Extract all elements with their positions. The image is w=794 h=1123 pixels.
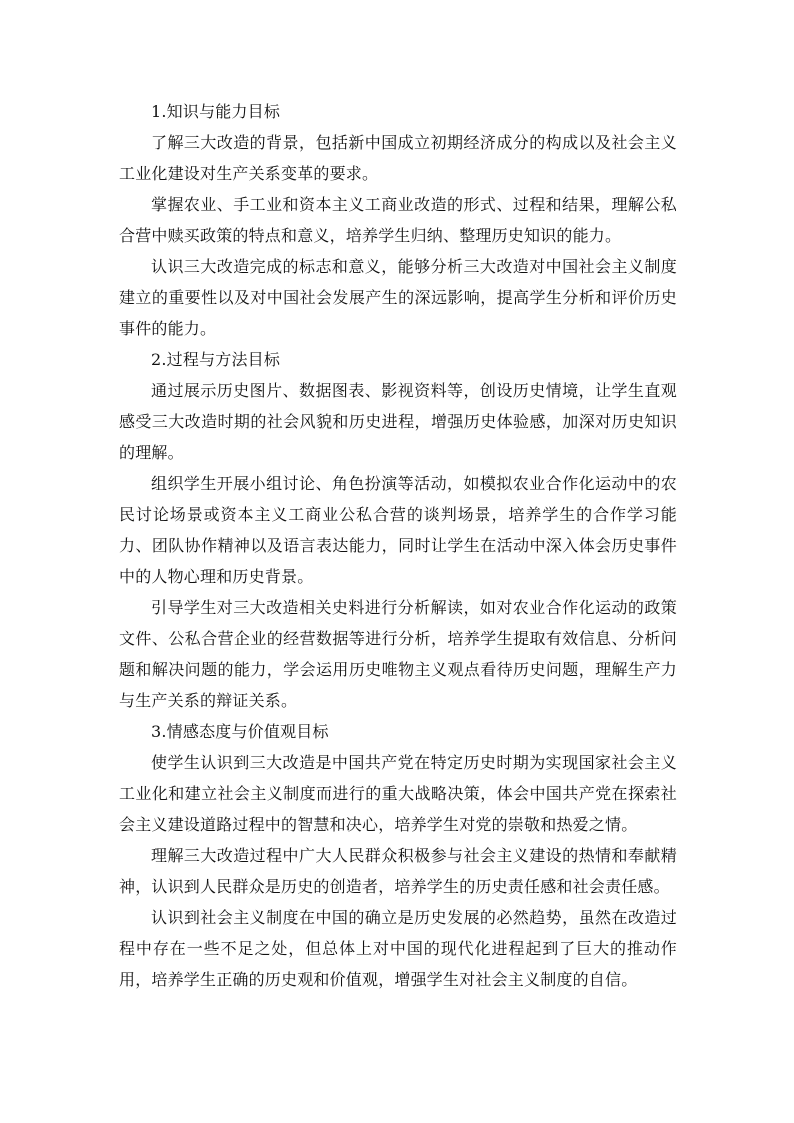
paragraph: 理解三大改造过程中广大人民群众积极参与社会主义建设的热情和奉献精神，认识到人民群众是历史的创造者，培养学生的历史责任感和社会责任感。 [119,846,677,896]
section-heading-knowledge: 1.知识与能力目标 [151,102,281,121]
section-heading-values: 3.情感态度与价值观目标 [151,722,329,741]
paragraph: 使学生认识到三大改造是中国共产党在特定历史时期为实现国家社会主义工业化和建立社会主义制度而进行的重大战略决策，体会中国共产党在探索社会主义建设道路过程中的智慧和决心，培养学生对党的崇敬和热爱之情。 [119,753,677,834]
document-body [119,96,677,995]
paragraph: 了解三大改造的背景，包括新中国成立初期经济成分的构成以及社会主义工业化建设对生产关系变革的要求。 [119,133,677,183]
paragraph: 通过展示历史图片、数据图表、影视资料等，创设历史情境，让学生直观感受三大改造时期的社会风貌和历史进程，增强历史体验感，加深对历史知识的理解。 [119,381,677,462]
paragraph: 认识到社会主义制度在中国的确立是历史发展的必然趋势，虽然在改造过程中存在一些不足之处，但总体上对中国的现代化进程起到了巨大的推动作用，培养学生正确的历史观和价值观，增强学生对社会主义制度的自信。 [119,908,677,989]
paragraph: 掌握农业、手工业和资本主义工商业改造的形式、过程和结果，理解公私合营中赎买政策的特点和意义，培养学生归纳、整理历史知识的能力。 [119,195,677,245]
section-heading-process: 2.过程与方法目标 [151,350,281,369]
paragraph: 引导学生对三大改造相关史料进行分析解读，如对农业合作化运动的政策文件、公私合营企业的经营数据等进行分析，培养学生提取有效信息、分析问题和解决问题的能力，学会运用历史唯物主义观点看待历史问题，理解生产力与生产关系的辩证关系。 [119,598,677,710]
paragraph: 组织学生开展小组讨论、角色扮演等活动，如模拟农业合作化运动中的农民讨论场景或资本主义工商业公私合营的谈判场景，培养学生的合作学习能力、团队协作精神以及语言表达能力，同时让学生在活动中深入体会历史事件中的人物心理和历史背景。 [119,474,677,586]
paragraph: 认识三大改造完成的标志和意义，能够分析三大改造对中国社会主义制度建立的重要性以及对中国社会发展产生的深远影响，提高学生分析和评价历史事件的能力。 [119,257,677,338]
